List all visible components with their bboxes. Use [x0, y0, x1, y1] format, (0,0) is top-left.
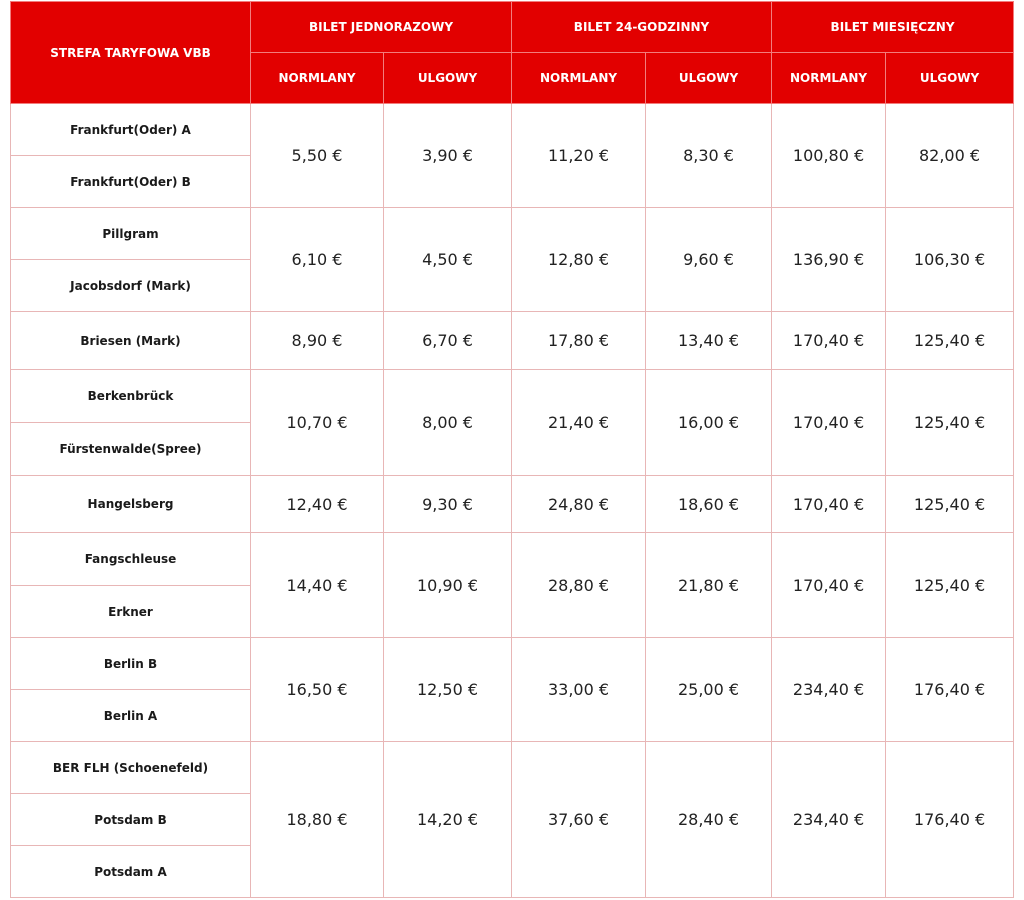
single-regular-price-cell: 6,10 € — [251, 208, 384, 312]
monthly-regular-price-cell: 234,40 € — [772, 638, 886, 742]
monthly-regular-price-cell: 234,40 € — [772, 742, 886, 898]
zone-name-cell: Briesen (Mark) — [11, 312, 251, 370]
monthly-reduced-price-cell: 125,40 € — [886, 312, 1014, 370]
zone-name-cell: Potsdam A — [11, 846, 251, 898]
single-reduced-price-cell: 8,00 € — [384, 370, 512, 476]
monthly-reduced-price-cell: 125,40 € — [886, 370, 1014, 476]
zone-name-cell: Potsdam B — [11, 794, 251, 846]
table-row — [11, 742, 1014, 794]
day-regular-price-cell: 33,00 € — [512, 638, 646, 742]
monthly-reduced-price-cell: 106,30 € — [886, 208, 1014, 312]
single-reduced-price-cell: 4,50 € — [384, 208, 512, 312]
zone-column-header: STREFA TARYFOWA VBB — [11, 2, 251, 104]
fare-table-body — [11, 104, 1014, 898]
table-row — [11, 104, 1014, 156]
day-regular-price-cell: 28,80 € — [512, 533, 646, 638]
single-ticket-header: BILET JEDNORAZOWY — [251, 2, 512, 53]
table-row — [11, 476, 1014, 533]
single-reduced-price-cell: 12,50 € — [384, 638, 512, 742]
table-row — [11, 208, 1014, 260]
zone-name-cell: Berlin A — [11, 690, 251, 742]
day-regular-price-cell: 24,80 € — [512, 476, 646, 533]
single-regular-price-cell: 12,40 € — [251, 476, 384, 533]
zone-name-cell: Fangschleuse — [11, 533, 251, 586]
day-regular-price-cell: 11,20 € — [512, 104, 646, 208]
zone-name-cell: BER FLH (Schoenefeld) — [11, 742, 251, 794]
monthly-regular-price-cell: 170,40 € — [772, 370, 886, 476]
day-regular-price-cell: 17,80 € — [512, 312, 646, 370]
day-reduced-price-cell: 21,80 € — [646, 533, 772, 638]
monthly-ticket-header: BILET MIESIĘCZNY — [772, 2, 1014, 53]
monthly-reduced-price-cell: 125,40 € — [886, 533, 1014, 638]
table-row — [11, 370, 1014, 423]
zone-name-cell: Berkenbrück — [11, 370, 251, 423]
monthly-reduced-price-cell: 176,40 € — [886, 638, 1014, 742]
single-reduced-price-cell: 10,90 € — [384, 533, 512, 638]
day-reduced-price-cell: 18,60 € — [646, 476, 772, 533]
day-reduced-price-cell: 16,00 € — [646, 370, 772, 476]
single-reduced-header: ULGOWY — [384, 53, 512, 104]
day-reduced-price-cell: 13,40 € — [646, 312, 772, 370]
monthly-regular-price-cell: 136,90 € — [772, 208, 886, 312]
single-reduced-price-cell: 9,30 € — [384, 476, 512, 533]
zone-name-cell: Frankfurt(Oder) B — [11, 156, 251, 208]
day-reduced-price-cell: 28,40 € — [646, 742, 772, 898]
fare-table — [10, 1, 1014, 898]
single-reduced-price-cell: 14,20 € — [384, 742, 512, 898]
monthly-regular-price-cell: 170,40 € — [772, 312, 886, 370]
monthly-regular-price-cell: 100,80 € — [772, 104, 886, 208]
day-regular-price-cell: 37,60 € — [512, 742, 646, 898]
fare-table-header — [11, 2, 1014, 104]
single-regular-price-cell: 16,50 € — [251, 638, 384, 742]
table-row — [11, 533, 1014, 586]
single-regular-price-cell: 14,40 € — [251, 533, 384, 638]
day-reduced-price-cell: 9,60 € — [646, 208, 772, 312]
zone-name-cell: Hangelsberg — [11, 476, 251, 533]
monthly-regular-price-cell: 170,40 € — [772, 476, 886, 533]
zone-name-cell: Frankfurt(Oder) A — [11, 104, 251, 156]
zone-name-cell: Berlin B — [11, 638, 251, 690]
zone-name-cell: Jacobsdorf (Mark) — [11, 260, 251, 312]
single-regular-price-cell: 5,50 € — [251, 104, 384, 208]
single-regular-header: NORMLANY — [251, 53, 384, 104]
monthly-reduced-price-cell: 125,40 € — [886, 476, 1014, 533]
zone-name-cell: Fürstenwalde(Spree) — [11, 423, 251, 476]
day-reduced-price-cell: 25,00 € — [646, 638, 772, 742]
single-regular-price-cell: 8,90 € — [251, 312, 384, 370]
monthly-regular-price-cell: 170,40 € — [772, 533, 886, 638]
table-row — [11, 312, 1014, 370]
day-reduced-header: ULGOWY — [646, 53, 772, 104]
single-reduced-price-cell: 6,70 € — [384, 312, 512, 370]
day-reduced-price-cell: 8,30 € — [646, 104, 772, 208]
day-ticket-header: BILET 24-GODZINNY — [512, 2, 772, 53]
single-regular-price-cell: 18,80 € — [251, 742, 384, 898]
single-reduced-price-cell: 3,90 € — [384, 104, 512, 208]
single-regular-price-cell: 10,70 € — [251, 370, 384, 476]
zone-name-cell: Erkner — [11, 586, 251, 638]
monthly-regular-header: NORMLANY — [772, 53, 886, 104]
monthly-reduced-price-cell: 176,40 € — [886, 742, 1014, 898]
monthly-reduced-header: ULGOWY — [886, 53, 1014, 104]
monthly-reduced-price-cell: 82,00 € — [886, 104, 1014, 208]
day-regular-price-cell: 21,40 € — [512, 370, 646, 476]
zone-name-cell: Pillgram — [11, 208, 251, 260]
table-row — [11, 638, 1014, 690]
day-regular-price-cell: 12,80 € — [512, 208, 646, 312]
day-regular-header: NORMLANY — [512, 53, 646, 104]
